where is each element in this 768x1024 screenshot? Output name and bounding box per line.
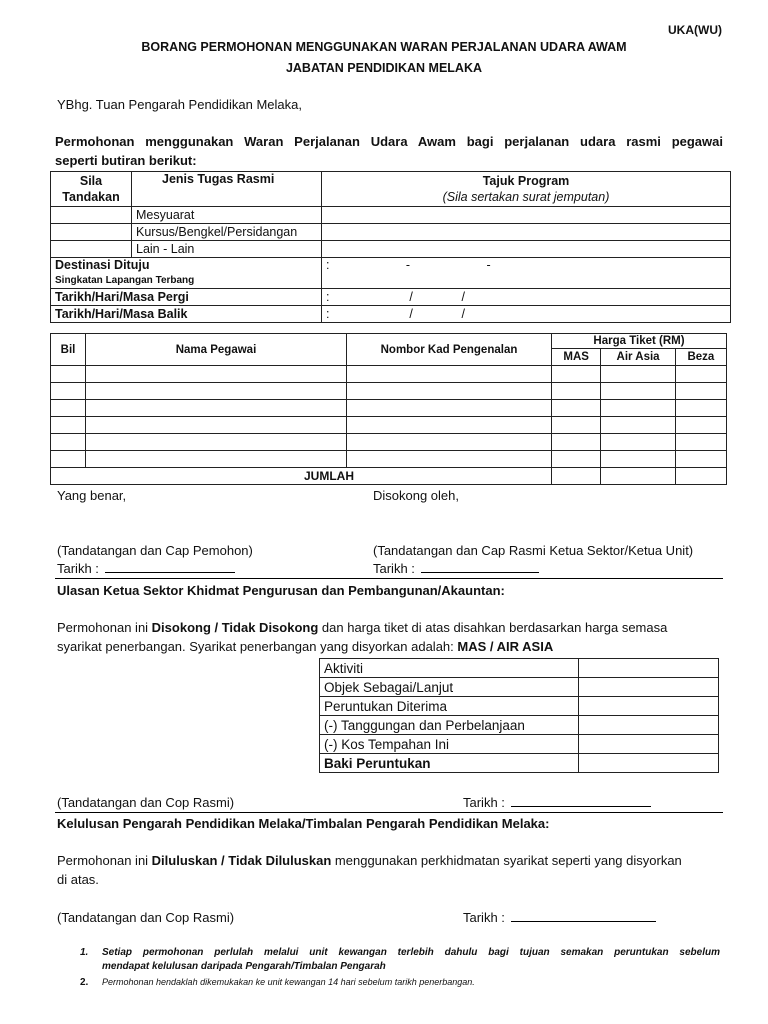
- budget-value[interactable]: [579, 659, 719, 678]
- jumlah-beza[interactable]: [675, 468, 726, 485]
- cell[interactable]: [675, 451, 726, 468]
- balik-label: Tarikh/Hari/Masa Balik: [51, 306, 322, 323]
- budget-value[interactable]: [579, 678, 719, 697]
- budget-table: [319, 658, 719, 773]
- section3-heading: Kelulusan Pengarah Pendidikan Melaka/Timbalan Pengarah Pendidikan Melaka:: [57, 816, 550, 831]
- cell[interactable]: [552, 366, 601, 383]
- cell[interactable]: [347, 417, 552, 434]
- tarikh-pemohon-line[interactable]: [105, 572, 235, 573]
- pergi-label: Tarikh/Hari/Masa Pergi: [51, 289, 322, 306]
- divider: [55, 812, 723, 813]
- type-lain: Lain - Lain: [132, 241, 322, 258]
- note1-number: 1.: [80, 947, 89, 958]
- cell[interactable]: [347, 434, 552, 451]
- cell[interactable]: [51, 366, 86, 383]
- table-row: [51, 417, 727, 434]
- header-airasia: Air Asia: [601, 349, 675, 366]
- header-harga: Harga Tiket (RM): [552, 334, 727, 349]
- section3-line2: di atas.: [57, 872, 99, 887]
- header-bil: Bil: [51, 334, 86, 366]
- budget-label: Aktiviti: [320, 659, 579, 678]
- header-sila: Sila Tandakan: [51, 172, 132, 207]
- trip-table: [50, 171, 731, 323]
- cell[interactable]: [347, 400, 552, 417]
- section3-line1: Permohonan ini Diluluskan / Tidak Diluluskan menggunakan perkhidmatan syarikat seperti yang disyorkan: [57, 853, 682, 868]
- tarikh-ketua: Tarikh :: [373, 561, 539, 576]
- cell[interactable]: [601, 451, 675, 468]
- disokong-oleh: Disokong oleh,: [373, 488, 459, 503]
- budget-label: Baki Peruntukan: [320, 754, 579, 773]
- table-row: [51, 451, 727, 468]
- cell[interactable]: [86, 451, 347, 468]
- table-row: [51, 434, 727, 451]
- table-row: [51, 400, 727, 417]
- tajuk-cell[interactable]: [322, 207, 731, 224]
- cell[interactable]: [601, 417, 675, 434]
- greeting: YBhg. Tuan Pengarah Pendidikan Melaka,: [57, 97, 303, 112]
- budget-label: Peruntukan Diterima: [320, 697, 579, 716]
- cell[interactable]: [552, 400, 601, 417]
- tarikh-pemohon: Tarikh :: [57, 561, 235, 576]
- budget-label: Objek Sebagai/Lanjut: [320, 678, 579, 697]
- cell[interactable]: [86, 366, 347, 383]
- tajuk-cell[interactable]: [322, 241, 731, 258]
- cell[interactable]: [552, 434, 601, 451]
- budget-label: (-) Tanggungan dan Perbelanjaan: [320, 716, 579, 735]
- cell[interactable]: [601, 400, 675, 417]
- type-mesyuarat: Mesyuarat: [132, 207, 322, 224]
- cell[interactable]: [51, 451, 86, 468]
- section3-sign: (Tandatangan dan Cop Rasmi): [57, 910, 235, 925]
- section2-heading: Ulasan Ketua Sektor Khidmat Pengurusan dan Pembangunan/Akauntan:: [57, 583, 505, 598]
- section3-tarikh-line[interactable]: [511, 921, 656, 922]
- cell[interactable]: [552, 383, 601, 400]
- header-kp: Nombor Kad Pengenalan: [347, 334, 552, 366]
- pergi-value[interactable]: : / /: [322, 289, 731, 306]
- tajuk-cell[interactable]: [322, 224, 731, 241]
- note2-text: Permohonan hendaklah dikemukakan ke unit kewangan 14 hari sebelum tarikh penerbangan.: [102, 977, 475, 987]
- cell[interactable]: [675, 417, 726, 434]
- form-code: UKA(WU): [668, 23, 722, 37]
- yang-benar: Yang benar,: [57, 488, 127, 503]
- budget-value[interactable]: [579, 735, 719, 754]
- cell[interactable]: [552, 417, 601, 434]
- note2-number: 2.: [80, 977, 89, 988]
- cell[interactable]: [86, 434, 347, 451]
- staff-table: [50, 333, 727, 485]
- intro-line-1: Permohonan menggunakan Waran Perjalanan Udara Awam bagi perjalanan udara rasmi pegawai: [55, 134, 723, 149]
- table-row: [51, 366, 727, 383]
- section3-tarikh: Tarikh :: [463, 910, 656, 925]
- section2-sign: (Tandatangan dan Cop Rasmi): [57, 795, 235, 810]
- cell[interactable]: [51, 400, 86, 417]
- cell[interactable]: [51, 383, 86, 400]
- type-kursus: Kursus/Bengkel/Persidangan: [132, 224, 322, 241]
- sign-ketua: (Tandatangan dan Cap Rasmi Ketua Sektor/Ketua Unit): [373, 543, 694, 558]
- section2-line2: syarikat penerbangan. Syarikat penerbangan yang disyorkan adalah: MAS / AIR ASIA: [57, 639, 554, 654]
- header-tajuk: Tajuk Program (Sila sertakan surat jemputan): [322, 172, 731, 207]
- cell[interactable]: [86, 417, 347, 434]
- jumlah-mas[interactable]: [552, 468, 601, 485]
- dest-label: Destinasi Dituju Singkatan Lapangan Terbang: [51, 258, 322, 289]
- header-mas: MAS: [552, 349, 601, 366]
- cell[interactable]: [552, 451, 601, 468]
- note1-line2: mendapat kelulusan daripada Pengarah/Timbalan Pengarah: [102, 961, 386, 972]
- budget-label: (-) Kos Tempahan Ini: [320, 735, 579, 754]
- intro-line-2: seperti butiran berikut:: [55, 153, 197, 168]
- budget-value[interactable]: [579, 697, 719, 716]
- header-jenis: Jenis Tugas Rasmi: [132, 172, 322, 207]
- jumlah-airasia[interactable]: [601, 468, 675, 485]
- checkbox-cell[interactable]: [51, 207, 132, 224]
- checkbox-cell[interactable]: [51, 224, 132, 241]
- cell[interactable]: [601, 383, 675, 400]
- cell[interactable]: [86, 383, 347, 400]
- note1-line1: Setiap permohonan perlulah melalui unit kewangan terlebih dahulu bagi tujuan semakan peruntukan sebelum: [102, 947, 720, 958]
- budget-value[interactable]: [579, 754, 719, 773]
- table-row: [51, 383, 727, 400]
- cell[interactable]: [675, 366, 726, 383]
- cell[interactable]: [86, 400, 347, 417]
- cell[interactable]: [601, 366, 675, 383]
- cell[interactable]: [675, 383, 726, 400]
- dest-value[interactable]: : - -: [322, 258, 731, 289]
- section2-line1: Permohonan ini Disokong / Tidak Disokong dan harga tiket di atas disahkan berdasarkan harga semasa: [57, 620, 668, 635]
- section2-tarikh-line[interactable]: [511, 806, 651, 807]
- balik-value[interactable]: : / /: [322, 306, 731, 323]
- cell[interactable]: [51, 434, 86, 451]
- section2-tarikh: Tarikh :: [463, 795, 651, 810]
- header-beza: Beza: [675, 349, 726, 366]
- budget-value[interactable]: [579, 716, 719, 735]
- jumlah-label: JUMLAH: [51, 468, 552, 485]
- form-title: BORANG PERMOHONAN MENGGUNAKAN WARAN PERJALANAN UDARA AWAM: [141, 40, 627, 54]
- divider: [55, 578, 723, 579]
- checkbox-cell[interactable]: [51, 241, 132, 258]
- cell[interactable]: [601, 434, 675, 451]
- cell[interactable]: [347, 383, 552, 400]
- cell[interactable]: [347, 451, 552, 468]
- header-nama: Nama Pegawai: [86, 334, 347, 366]
- tarikh-ketua-line[interactable]: [421, 572, 539, 573]
- form-subtitle: JABATAN PENDIDIKAN MELAKA: [285, 61, 483, 75]
- cell[interactable]: [675, 400, 726, 417]
- cell[interactable]: [675, 434, 726, 451]
- sign-pemohon: (Tandatangan dan Cap Pemohon): [57, 543, 253, 558]
- cell[interactable]: [347, 366, 552, 383]
- cell[interactable]: [51, 417, 86, 434]
